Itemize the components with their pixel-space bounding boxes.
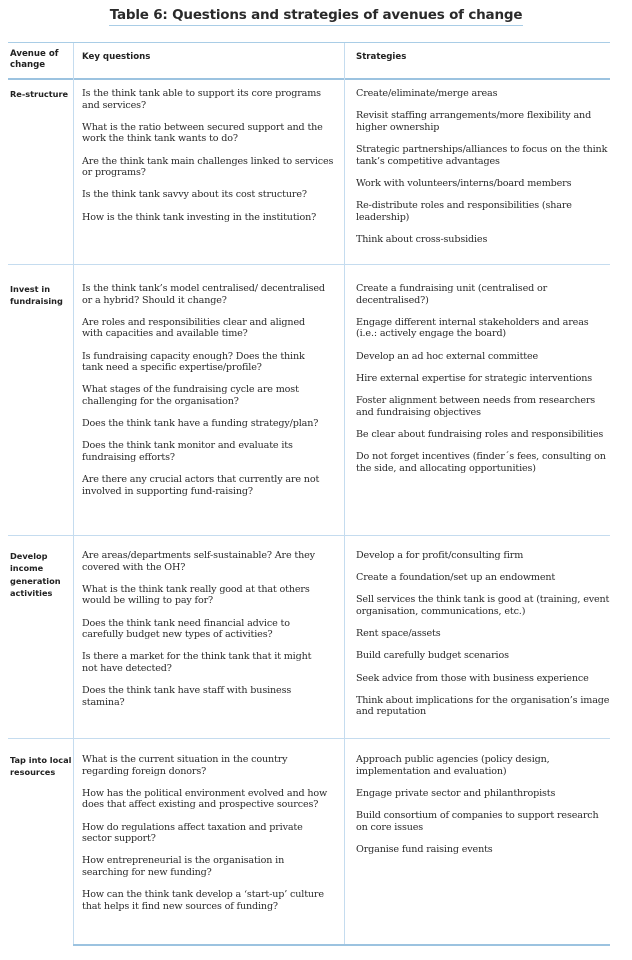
key-question: Is the think tank’s model centralised/ decentralised or a hybrid? Should it change? <box>82 283 325 306</box>
table-top-rule <box>8 42 610 43</box>
key-question: Does the think tank monitor and evaluate its fundraising efforts? <box>82 440 293 463</box>
strategy: Sell services the think tank is good at (training, event organisation, communications, etc.) <box>356 594 610 617</box>
strategy: Do not forget incentives (finder´s fees, consulting on the side, and allocating opportunities) <box>356 450 606 474</box>
strategy: Create a foundation/set up an endowment <box>356 572 556 584</box>
strategy: Revisit staffing arrangements/more flexibility and higher ownership <box>356 110 592 133</box>
key-question: Is fundraising capacity enough? Does the think tank need a specific expertise/profile? <box>82 350 305 374</box>
strategy: Re-distribute roles and responsibilities (share leadership) <box>356 199 572 223</box>
row-avenue: Develop income generation activities <box>10 551 61 598</box>
key-question: Does the think tank have staff with business stamina? <box>82 685 292 708</box>
key-question: How entrepreneurial is the organisation in searching for new funding? <box>82 855 285 878</box>
strategy: Develop a for profit/consulting firm <box>356 550 524 561</box>
strategy: Approach public agencies (policy design, implementation and evaluation) <box>356 754 550 777</box>
strategy: Develop an ad hoc external committee <box>356 350 539 362</box>
strategy: Seek advice from those with business experience <box>356 672 589 684</box>
header-rule <box>8 78 610 80</box>
header-key-questions: Key questions <box>82 52 151 62</box>
key-question: Does the think tank need financial advice to carefully budget new types of activities? <box>82 617 290 641</box>
key-question: Is the think tank savvy about its cost structure? <box>82 189 307 201</box>
strategy: Rent space/assets <box>356 628 441 640</box>
row-questions <box>82 550 328 719</box>
key-question: Are roles and responsibilities clear and aligned with capacities and available time? <box>82 316 305 340</box>
strategy: Create/eliminate/merge areas <box>356 88 498 99</box>
key-question: How is the think tank investing in the institution? <box>82 211 317 223</box>
table-title-text: Table 6: Questions and strategies of avenues of change <box>109 7 524 26</box>
strategy: Create a fundraising unit (centralised or decentralised?) <box>356 283 548 306</box>
key-question: Is there a market for the think tank that it might not have detected? <box>82 651 312 674</box>
strategy: Engage different internal stakeholders and areas (i.e.: actively engage the board) <box>356 316 589 340</box>
column-divider-1 <box>73 43 74 945</box>
header-avenue: Avenue of change <box>10 49 59 70</box>
key-question: What is the current situation in the country regarding foreign donors? <box>82 754 288 777</box>
row-avenue: Tap into local resources <box>10 755 72 778</box>
key-question: Are areas/departments self-sustainable? Are they covered with the OH? <box>82 550 315 573</box>
strategy: Engage private sector and philanthropists <box>356 787 556 799</box>
key-question: How has the political environment evolved and how does that affect existing and prospective sources? <box>82 787 328 811</box>
strategy: Strategic partnerships/alliances to focus on the think tank’s competitive advantages <box>356 143 608 167</box>
strategy: Foster alignment between needs from researchers and fundraising objectives <box>356 394 596 418</box>
strategy: Work with volunteers/interns/board members <box>356 177 572 189</box>
row-separator <box>8 535 610 536</box>
key-question: Are there any crucial actors that currently are not involved in supporting fund-raising? <box>82 474 320 497</box>
row-questions <box>82 88 340 234</box>
strategy: Build carefully budget scenarios <box>356 650 509 662</box>
key-question: How do regulations affect taxation and private sector support? <box>82 821 303 845</box>
row-avenue: Invest in fundraising <box>10 284 63 307</box>
row-separator <box>8 738 610 739</box>
header-strategies: Strategies <box>356 52 407 62</box>
key-question: Does the think tank have a funding strategy/plan? <box>82 418 319 430</box>
strategy: Be clear about fundraising roles and responsibilities <box>356 428 604 440</box>
row-strategies <box>356 88 610 256</box>
column-divider-2 <box>344 43 345 945</box>
key-question: What is the ratio between secured support and the work the think tank wants to do? <box>82 121 323 145</box>
row-strategies <box>356 283 610 485</box>
key-question: What stages of the fundraising cycle are most challenging for the organisation? <box>82 384 299 407</box>
strategy: Hire external expertise for strategic interventions <box>356 372 593 384</box>
row-avenue: Re-structure <box>10 89 69 99</box>
table-bottom-rule <box>73 944 610 946</box>
row-strategies <box>356 754 610 866</box>
key-question: How can the think tank develop a ‘start-up’ culture that helps it find new sources of funding? <box>82 889 324 912</box>
strategy: Think about implications for the organisation’s image and reputation <box>356 694 610 718</box>
table-title <box>0 7 632 23</box>
row-strategies <box>356 550 610 729</box>
key-question: What is the think tank really good at that others would be willing to pay for? <box>82 583 310 607</box>
key-question: Is the think tank able to support its core programs and services? <box>82 88 321 111</box>
key-question: Are the think tank main challenges linked to services or programs? <box>82 155 334 179</box>
strategy: Organise fund raising events <box>356 843 493 855</box>
row-separator <box>8 264 610 265</box>
row-questions <box>82 283 328 508</box>
row-questions <box>82 754 328 923</box>
strategy: Build consortium of companies to support research on core issues <box>356 809 599 833</box>
strategy: Think about cross-subsidies <box>356 233 488 245</box>
